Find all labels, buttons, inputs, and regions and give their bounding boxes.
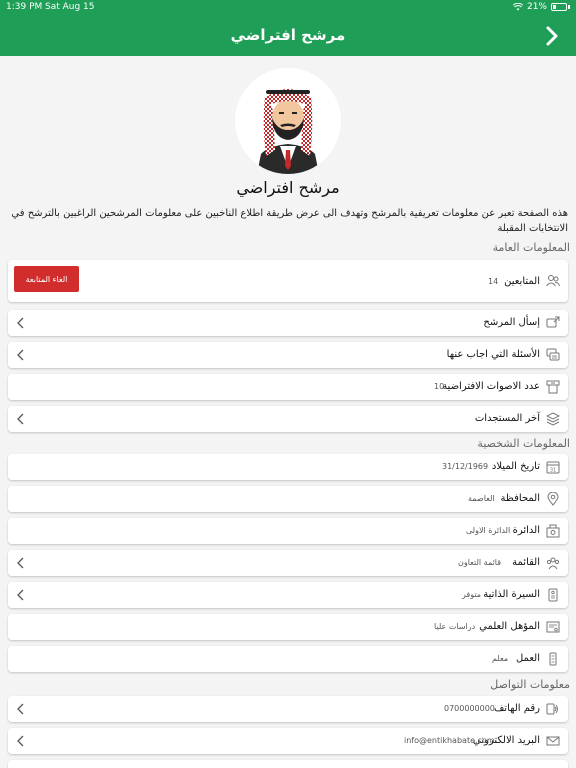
wifi-icon [513,3,523,11]
envelope-icon [546,734,560,748]
list-row[interactable] [8,550,568,576]
list-value: قائمة التعاون [458,558,502,567]
cv-row[interactable] [8,582,568,608]
qualification-value: دراسات عليا [434,622,476,631]
followers-count: 14 [488,277,499,286]
back-chevron-icon[interactable] [540,24,564,48]
birth-date-value: 31/12/1969 [442,462,489,471]
section-contact-title: معلومات التواصل [490,678,570,691]
followers-label: المتابعين [504,276,540,287]
ask-candidate-label: إسأل المرشح [483,317,540,328]
ballot-box-icon [546,380,560,394]
virtual-votes-row [8,374,568,400]
calendar-icon [546,460,560,474]
latest-updates-row[interactable] [8,406,568,432]
profile-name: مرشح افتراضي [236,178,340,197]
status-time: 1:39 PM [6,2,43,12]
battery-percent: 21% [526,2,547,12]
profile-description: هذه الصفحة تعبر عن معلومات تعريفية بالمرشح وتهدف الى عرض طريقة اطلاع الناخبين على معلومات المرشحين الراغبين بالترشح في الانتخابات المقبلة [11,208,568,234]
chevron-left-icon [16,735,26,747]
unfollow-button[interactable]: الغاء المتابعة [14,266,79,292]
birth-date-row [8,454,568,480]
nav-bar [0,16,576,56]
latest-updates-label: آخر المستجدات [474,413,540,424]
province-row [8,486,568,512]
followers-row [8,260,568,302]
birth-date-label: تاريخ الميلاد [491,461,540,472]
ask-candidate-row[interactable] [8,310,568,336]
phone-label: رقم الهاتف [493,703,540,714]
phone-row[interactable] [8,696,568,722]
status-bar [0,0,576,16]
chevron-left-icon [16,413,26,425]
district-label: الدائرة [512,525,540,536]
qualification-label: المؤهل العلمي [479,621,540,632]
phone-value: 0700000000 [444,704,495,713]
status-date: Sat Aug 15 [45,2,95,12]
avatar [235,68,341,174]
section-general-title: المعلومات العامة [492,241,570,254]
answered-questions-row[interactable] [8,342,568,368]
chevron-left-icon [16,349,26,361]
work-tools-icon [546,652,560,666]
email-label: البريد الالكتروني [472,735,540,746]
job-label: العمل [515,653,540,664]
district-value: الدائرة الاولى [466,526,511,535]
section-personal-title: المعلومات الشخصية [477,437,570,450]
candidate-avatar-icon [235,68,341,174]
district-row [8,518,568,544]
content [0,56,576,768]
email-row[interactable] [8,728,568,754]
list-label: القائمة [512,557,540,568]
chevron-left-icon [16,317,26,329]
location-pin-icon [546,492,560,506]
followers-icon [546,274,560,288]
certificate-icon [546,620,560,634]
province-label: المحافظة [500,493,540,504]
cv-document-icon [546,588,560,602]
svg-text:31: 31 [549,467,557,474]
province-value: العاصمة [468,494,495,503]
qualification-row [8,614,568,640]
chevron-left-icon [16,589,26,601]
cv-label: السيرة الذاتية [483,589,540,600]
next-contact-row[interactable] [8,760,568,768]
chevron-left-icon [16,557,26,569]
questions-icon [546,348,560,362]
page-title: مرشح افتراضي [230,26,346,44]
ask-message-icon [546,316,560,330]
cv-value: متوفر [462,590,482,599]
email-value: info@entikhabate.com [404,736,495,745]
battery-icon [551,3,567,11]
virtual-votes-count: 10 [434,382,445,391]
job-value: معلم [492,654,509,663]
virtual-votes-label: عدد الاصوات الافتراضية [442,381,540,392]
group-icon [546,556,560,570]
district-building-icon [546,524,560,538]
layers-icon [546,412,560,426]
job-row [8,646,568,672]
chevron-left-icon [16,703,26,715]
phone-icon [546,702,560,716]
answered-questions-label: الأسئلة التي اجاب عنها [446,349,540,360]
